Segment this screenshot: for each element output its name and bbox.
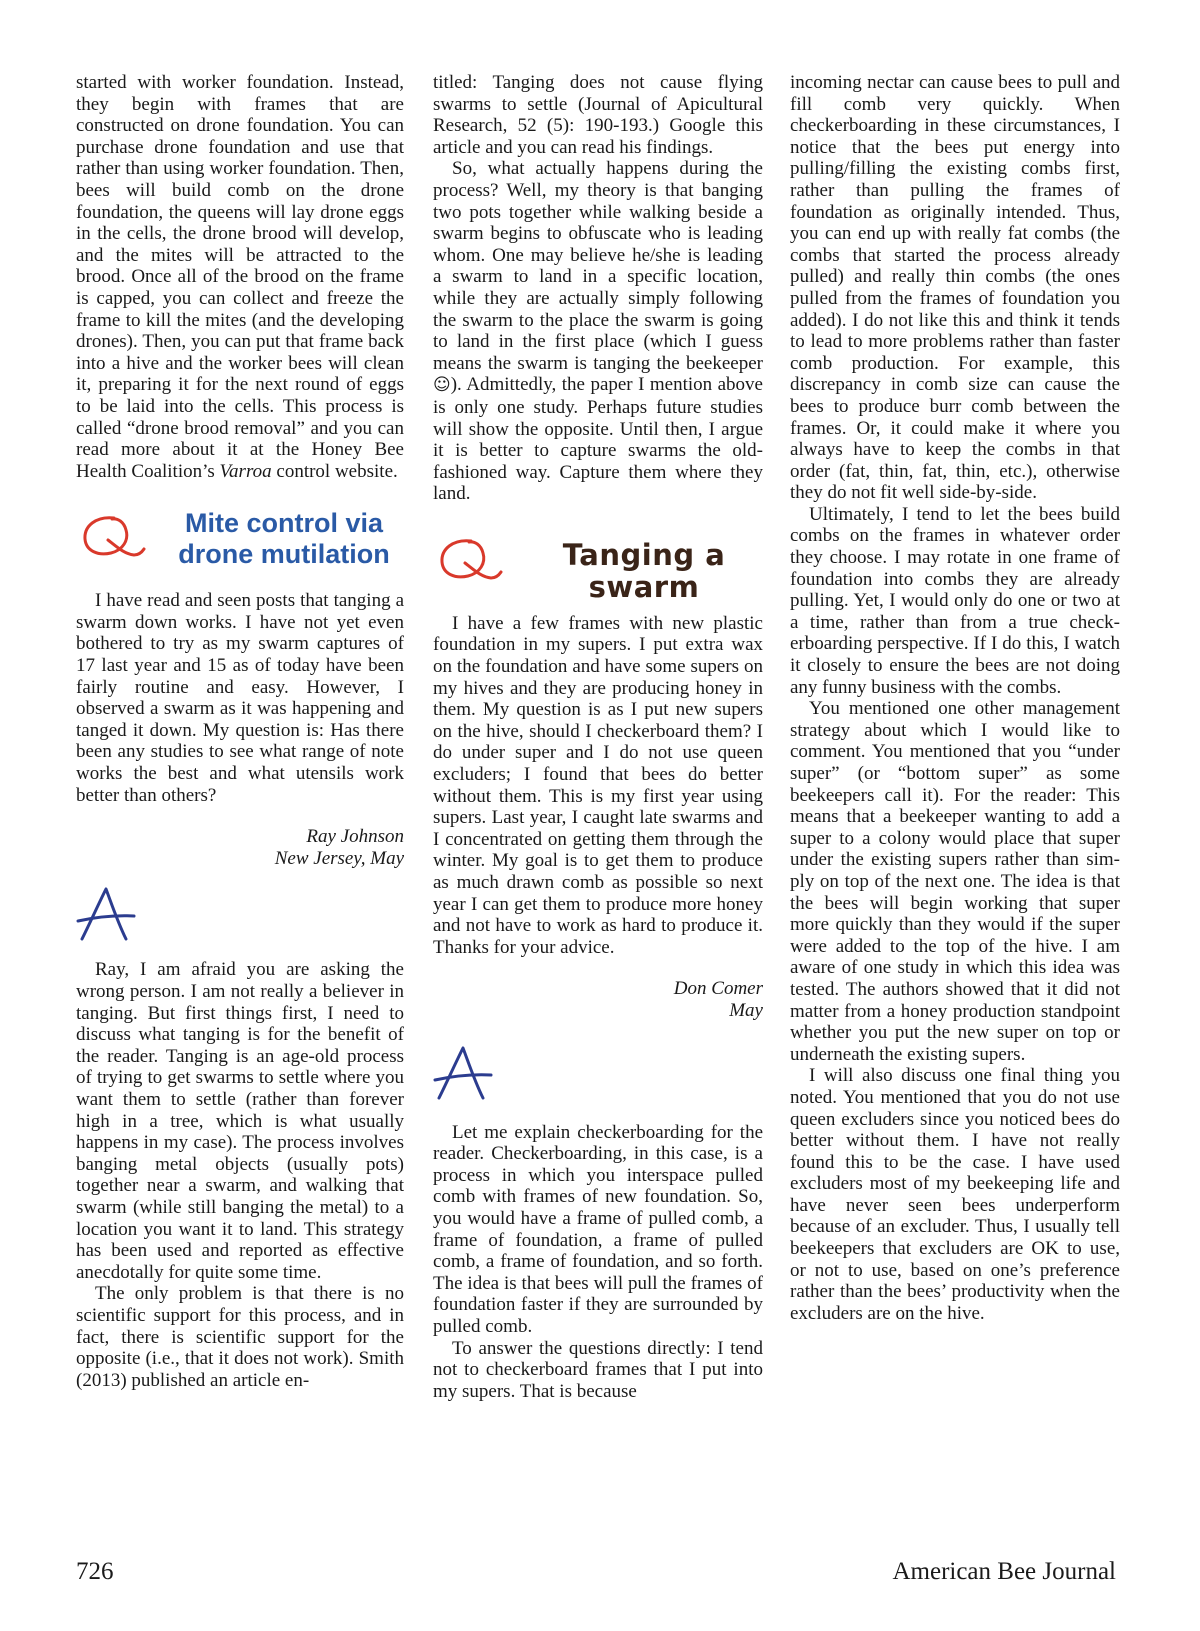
continued-paragraph: started with worker foundation. Instead, they begin with frames that are constructed on drone foundation. You can purchase drone foundation and use that rather than using worker foundation. Then, bees will build comb on the drone foundation, the queens will lay drone eggs in the cells, the drone brood will develop, and the mites will be attracted to the brood. Once all of the brood on the frame is capped, you can collect and freeze the frame to kill the mites (and the developing drones). Then, you can put that frame back into a hive and the worker bees will clean it, preparing it for the next round of eggs to be laid into the cells. This process is called “drone brood removal” and you can read more about it at the Honey Bee Health Coalition’s Varroa control website. — [76, 72, 404, 482]
answer-paragraph: The only problem is that there is no scientific support for this process, and in fact, there is scientific support for the opposite (i.e., that it does not work). Smith (2013) published an article en- — [76, 1283, 404, 1391]
answer-heading — [76, 877, 404, 955]
signature-location: May — [729, 999, 763, 1021]
smiley-icon: ☺ — [433, 375, 451, 396]
signature-name: Ray Johnson — [306, 826, 404, 848]
column-1 — [76, 72, 404, 1391]
page-number: 726 — [76, 1558, 114, 1585]
answer-paragraph: Ultimately, I tend to let the bees build combs on the frames in whatever order they choose. I may rotate in one frame of foundation into combs they are already pulling. Yet, I would only do one or two at a time, rather than from a true checkerboarding perspective. If I do this, I watch it closely to ensure the bees are not doing any funny business with the combs. — [790, 503, 1120, 698]
column-3 — [790, 72, 1120, 1324]
answer-heading — [433, 1036, 763, 1118]
q-letter-icon — [78, 510, 146, 562]
column-2 — [433, 72, 763, 1402]
answer-paragraph: To answer the questions directly: I tend not to checkerboard frames that I put into my supers. That is because — [433, 1337, 763, 1402]
question-heading-mite-control — [76, 496, 404, 586]
question-title: Tanging a swarm — [562, 537, 726, 604]
signature-location: New Jersey, May — [274, 847, 404, 869]
continued-paragraph: incoming nectar can cause bees to pull and fill comb very quickly. When checkerboarding in these circumstances, I notice that the bees put energy into pulling/filling the existing combs first, rather than pulling the frames of foundation as originally intended. Thus, you can end up with really fat combs (the combs that started the process already pulled) and really thin combs (the ones pulled from the frames of foundation you added). I do not like this and think it tends to lead to more problems rather than faster comb production. For example, this discrepancy in comb size can cause the bees to produce burr comb between the frames. Or, it could make it where you always have to keep the combs in that order (fat, thin, fat, thin, etc.), otherwise they do not fit well side-by-side. — [790, 72, 1120, 504]
answer-paragraph: So, what actually happens during the process? Well, my theory is that banging two pots together while walking beside a swarm begins to obfuscate who is leading whom. One may believe he/she is leading a swarm to land in a specific location, while they are actually simply following the swarm to the place the swarm is going to land in the first place (which I guess means the swarm is tanging the beekeeper ☺). Admittedly, the paper I mention above is only one study. Perhaps future studies will show the opposite. Until then, I argue it is better to capture swarms the old-fashioned way. Capture them where they land. — [433, 158, 763, 505]
a-letter-icon — [433, 1042, 493, 1104]
answer-paragraph: Let me explain checkerboarding for the reader. Checkerboarding, in this case, is a process in which you interspace pulled comb with frames of new foundation. So, you would have a frame of pulled comb, a frame of foundation, a frame of pulled comb, a frame of foundation, and so forth. The idea is that bees will pull the frames of foundation faster if they are surrounded by pulled comb. — [433, 1121, 763, 1337]
answer-paragraph: I will also discuss one final thing you noted. You mentioned that you do not use queen excluders since you noticed bees do better without them. I have not really found this to be the case. I have used excluders most of my beekeeping life and have never seen bees underperform because of an excluder. Thus, I usually tell beekeepers that excluders are OK to use, or not to use, based on one’s preference rather than the bees’ productivity when the excluders are on the hive. — [790, 1065, 1120, 1324]
signature-name: Don Comer — [673, 978, 763, 1000]
question-title: Mite control via drone mutilation — [178, 508, 390, 570]
journal-title: American Bee Journal — [892, 1558, 1116, 1585]
q-letter-icon — [435, 533, 503, 585]
a-letter-icon — [76, 883, 136, 945]
question-text: I have a few frames with new plastic foundation in my supers. I put extra wax on the foundation and have some supers on my hives and they are producing honey in them. My question is as I put new supers on the hive, should I checkerboard them? I do under super and I do not use queen excluders; I found that bees do better without them. This is my first year using supers. Last year, I caught late swarms and I concentrated on getting them through the winter. My goal is to get them to produce as much drawn comb as possible so next year I can get them to produce more honey and not have to work as hard to produce it. Thanks for your advice. — [433, 612, 763, 958]
answer-paragraph: You mentioned one other management strategy about which I would like to comment. You mentioned that you “under super” (or “bottom super” as some beekeepers call it). For the reader: This means that a beekeeper wanting to add a super to a colony would place that super under the existing supers rather than simply on top of the next one. The idea is that the bees will begin working that super more quickly than they would if the super were added to the top of the hive. I am aware of one study in which this idea was tested. The authors showed that it did not matter from a honey production standpoint whether you put the new super on top or underneath the existing supers. — [790, 698, 1120, 1065]
question-text: I have read and seen posts that tanging a swarm down works. I have not yet even bothered to try as my swarm captures of 17 last year and 15 as of today have been fairly routine and easy. However, I observed a swarm as it was happening and tanged it down. My question is: Has there been any studies to see what range of note works the best and what utensils work better than others? — [76, 590, 404, 806]
question-heading-tanging — [433, 519, 763, 609]
answer-paragraph: Ray, I am afraid you are asking the wrong person. I am not really a believer in tanging. But first things first, I need to discuss what tanging is for the benefit of the reader. Tanging is an age-old process of trying to get swarms to settle where you want them to settle (rather than forever high in a tree, which is what usually happens in my case). The process involves banging metal objects (usually pots) together near a swarm, and walking that swarm (while still banging the metal) to a location you want it to land. This strategy has been used and reported as effective anecdotally for quite some time. — [76, 959, 404, 1283]
continued-paragraph: titled: Tanging does not cause flying swarms to settle (Journal of Apicultural Research, 52 (5): 190-193.) Google this article and you can read his findings. — [433, 72, 763, 158]
